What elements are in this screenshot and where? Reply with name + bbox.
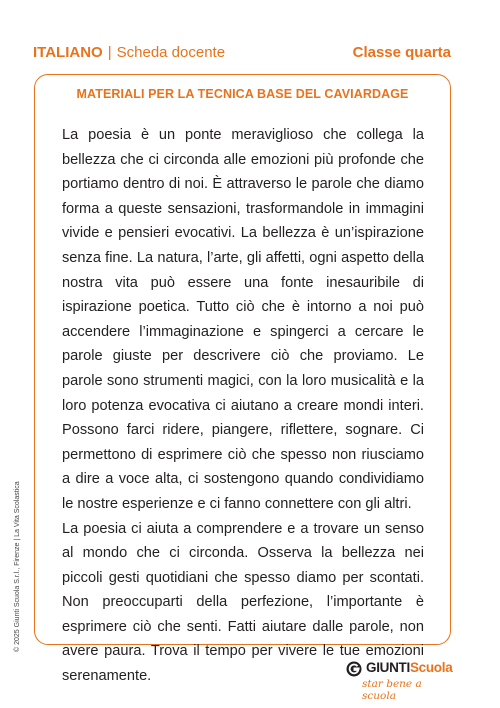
logo-brand-main: GIUNTI bbox=[366, 660, 410, 675]
copyright-notice: © 2025 Giunti Scuola S.r.l., Firenze | La Vita Scolastica bbox=[14, 481, 21, 652]
giunti-g-icon bbox=[346, 661, 362, 677]
grade-label: Classe quarta bbox=[352, 44, 451, 61]
logo-tagline: star bene a scuola bbox=[362, 678, 422, 702]
page-header bbox=[33, 44, 451, 66]
logo-brand bbox=[366, 660, 452, 675]
subject-heading bbox=[33, 44, 225, 61]
body-text bbox=[62, 123, 424, 689]
paragraph: La poesia ci aiuta a comprendere e a trovare un senso al mondo che ci circonda. Osserva la bellezza nei piccoli gesti quotidiani che spesso diamo per scontati. Non preoccuparti della perfezione, l’importante è esprimere ciò che senti. Fatti aiutare dalle parole, non avere paura. Trova il tempo per vivere le tue emozioni serenamente. bbox=[62, 520, 424, 685]
logo-brand-sub: Scuola bbox=[409, 660, 453, 675]
header-separator: | bbox=[107, 44, 112, 61]
subject-label: ITALIANO bbox=[33, 44, 103, 61]
paragraph: La poesia è un ponte meraviglioso che collega la bellezza che ci circonda alle emozioni più profonde che portiamo dentro di noi. È attraverso le parole che diamo forma a queste sensazioni, trasformandole in immagini vivide e pensieri evocativi. La bellezza è un’ispirazione senza fine. La natura, l’arte, gli affetti, ogni aspetto della nostra vita può essere una fonte inesauribile di ispirazione poetica. Tutto ciò che è intorno a noi può accendere l’immaginazione e spingerci a cercare le parole giuste per descrivere ciò che proviamo. Le parole sono strumenti magici, con la loro musicalità e la loro potenza evocativa ci aiutano a creare mondi interi. Possono farci ridere, piangere, riflettere, sognare. Ci permettono di esprimere ciò che spesso non riusciamo a dire a voce alta, ci sostengono quando condividiamo le nostre esperienze e ci fanno connettere con gli altri. bbox=[62, 127, 424, 512]
card-title: MATERIALI PER LA TECNICA BASE DEL CAVIARDAGE bbox=[76, 87, 409, 101]
sheet-type-label: Scheda docente bbox=[116, 44, 226, 61]
publisher-logo bbox=[346, 658, 456, 702]
